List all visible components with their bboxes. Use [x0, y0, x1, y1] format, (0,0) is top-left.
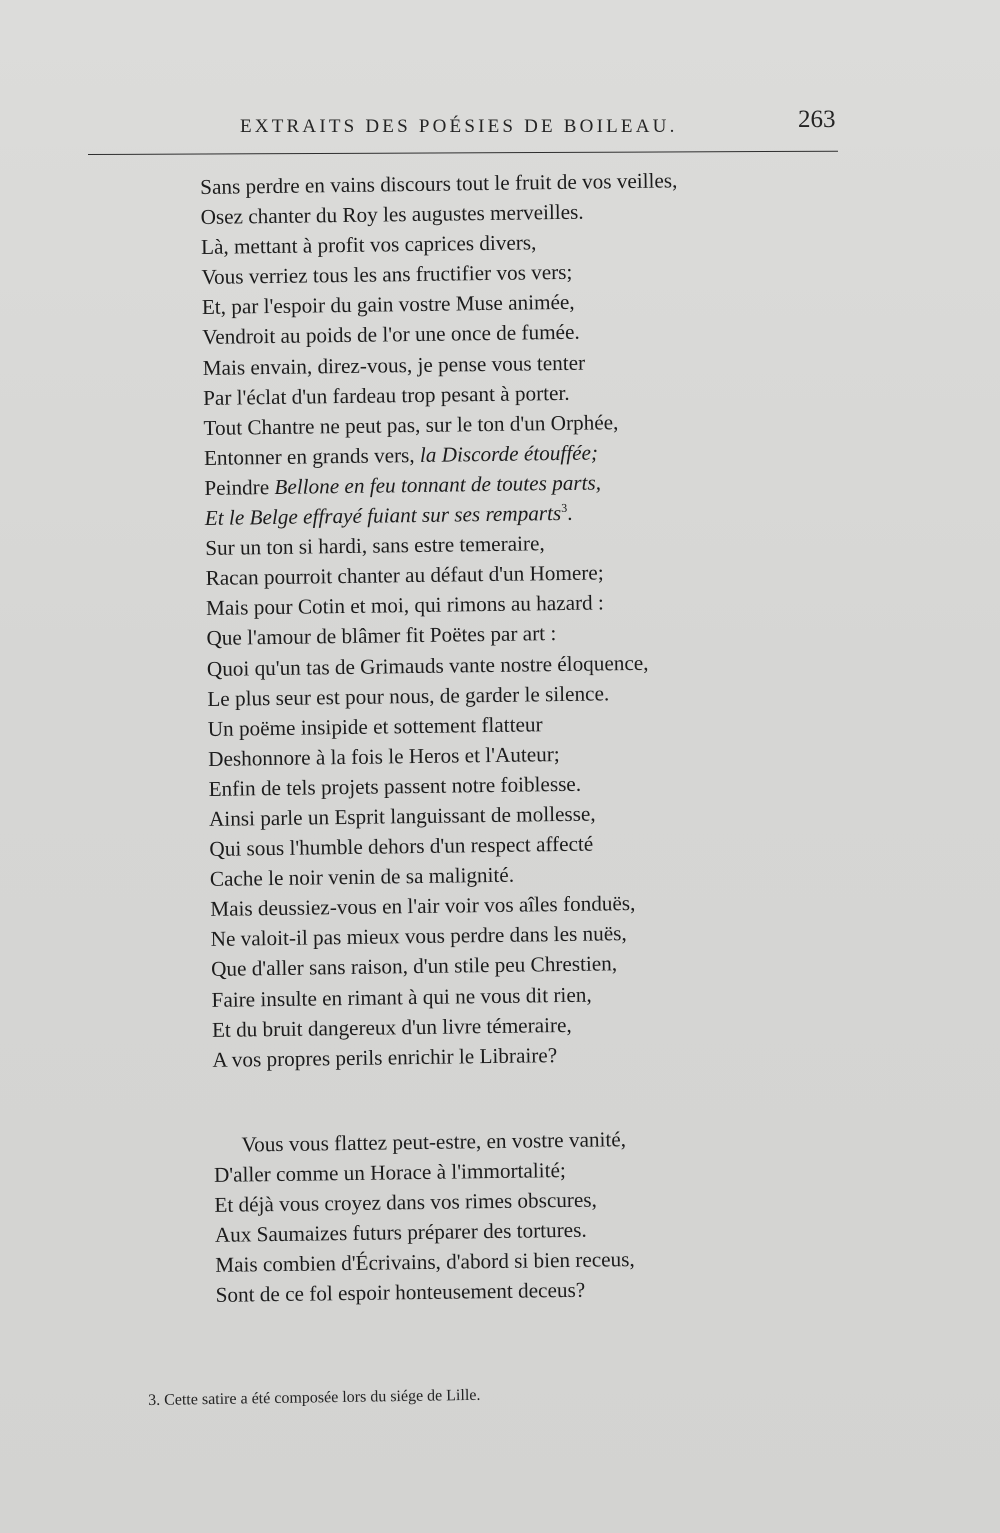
verse-text: Tout Chantre ne peut pas, sur le ton d'un Orphée, [203, 409, 619, 440]
footnote: 3. Cette satire a été composée lors du siége de Lille. [148, 1386, 481, 1409]
verse-text: Que l'amour de blâmer fit Poëtes par art : [206, 621, 557, 651]
verse-text: Entonner en grands vers, [203, 442, 421, 470]
verse-text: Peindre [204, 474, 275, 500]
footnote-marker: 3 [561, 500, 568, 515]
verse-text: Mais deussiez-vous en l'air voir vos aîles fonduës, [210, 891, 636, 922]
verse-text: Le plus seur est pour nous, de garder le silence. [207, 680, 610, 711]
verse-text: Que d'aller sans raison, d'un stile peu Chrestien, [210, 951, 618, 982]
verse-text: Osez chanter du Roy les augustes merveilles. [200, 199, 584, 230]
verse-text: Sur un ton si hardi, sans estre temeraire, [205, 531, 545, 561]
verse-text: Vous vous flattez peut-estre, en vostre vanité, [241, 1126, 627, 1157]
verse-text: Racan pourroit chanter au défaut d'un Homere; [205, 560, 604, 591]
verse-text: Là, mettant à profit vos caprices divers, [200, 230, 537, 260]
verse-text: Mais pour Cotin et moi, qui rimons au hazard : [205, 590, 605, 621]
verse-text: Mais combien d'Écrivains, d'abord si bien receus, [215, 1247, 635, 1278]
verse-text: Sans perdre en vains discours tout le fruit de vos veilles, [200, 168, 678, 199]
verse-punctuation: . [567, 500, 573, 525]
verse-text: Faire insulte en rimant à qui ne vous dit rien, [211, 982, 592, 1012]
verse-text: Ne valoit-il pas mieux vous perdre dans les nuës, [210, 921, 627, 952]
verse-text: Enfin de tels projets passent notre foiblesse. [208, 771, 582, 801]
verse-text: Un poëme insipide et sottement flatteur [207, 711, 543, 741]
verse-text: D'aller comme un Horace à l'immortalité; [213, 1157, 566, 1187]
stanza [213, 1121, 855, 1310]
verse-text: Et déjà vous croyez dans vos rimes obscures, [214, 1187, 598, 1217]
poem-text [200, 163, 856, 1310]
verse-italic-text: Bellone en feu tonnant de toutes parts, [274, 470, 602, 499]
verse-text: Et du bruit dangereux d'un livre témeraire, [211, 1012, 572, 1042]
verse-italic-text: Et le Belge effrayé fuiant sur ses remparts [204, 501, 562, 530]
verse-text: Qui sous l'humble dehors d'un respect affecté [209, 831, 594, 861]
verse-text: Et, par l'espoir du gain vostre Muse animée, [201, 290, 575, 320]
verse-text: Mais envain, direz-vous, je pense vous tenter [202, 350, 586, 380]
verse-text: Vendroit au poids de l'or une once de fumée. [202, 320, 580, 350]
verse-text: Quoi qu'un tas de Grimauds vante nostre éloquence, [206, 650, 649, 681]
page-number: 263 [798, 106, 836, 133]
verse-text: Ainsi parle un Esprit languissant de mollesse, [208, 801, 596, 831]
header-rule [88, 151, 838, 155]
verse-text: Vous verriez tous les ans fructifier vos vers; [201, 260, 573, 290]
verse-text: Par l'éclat d'un fardeau trop pesant à porter. [202, 380, 570, 410]
stanza [200, 163, 853, 1075]
verse-text: Cache le noir venin de sa malignité. [209, 862, 515, 892]
verse-text: A vos propres perils enrichir le Libraire? [212, 1042, 558, 1072]
verse-text: Aux Saumaizes futurs préparer des tortures. [214, 1217, 587, 1247]
verse-text: Deshonnore à la fois le Heros et l'Auteur; [208, 741, 560, 771]
running-title: EXTRAITS DES POÉSIES DE BOILEAU. [240, 116, 678, 137]
verse-text: Sont de ce fol espoir honteusement deceus? [215, 1278, 586, 1308]
running-header [0, 0, 1000, 160]
verse-italic-text: la Discorde étouffée; [419, 440, 599, 467]
